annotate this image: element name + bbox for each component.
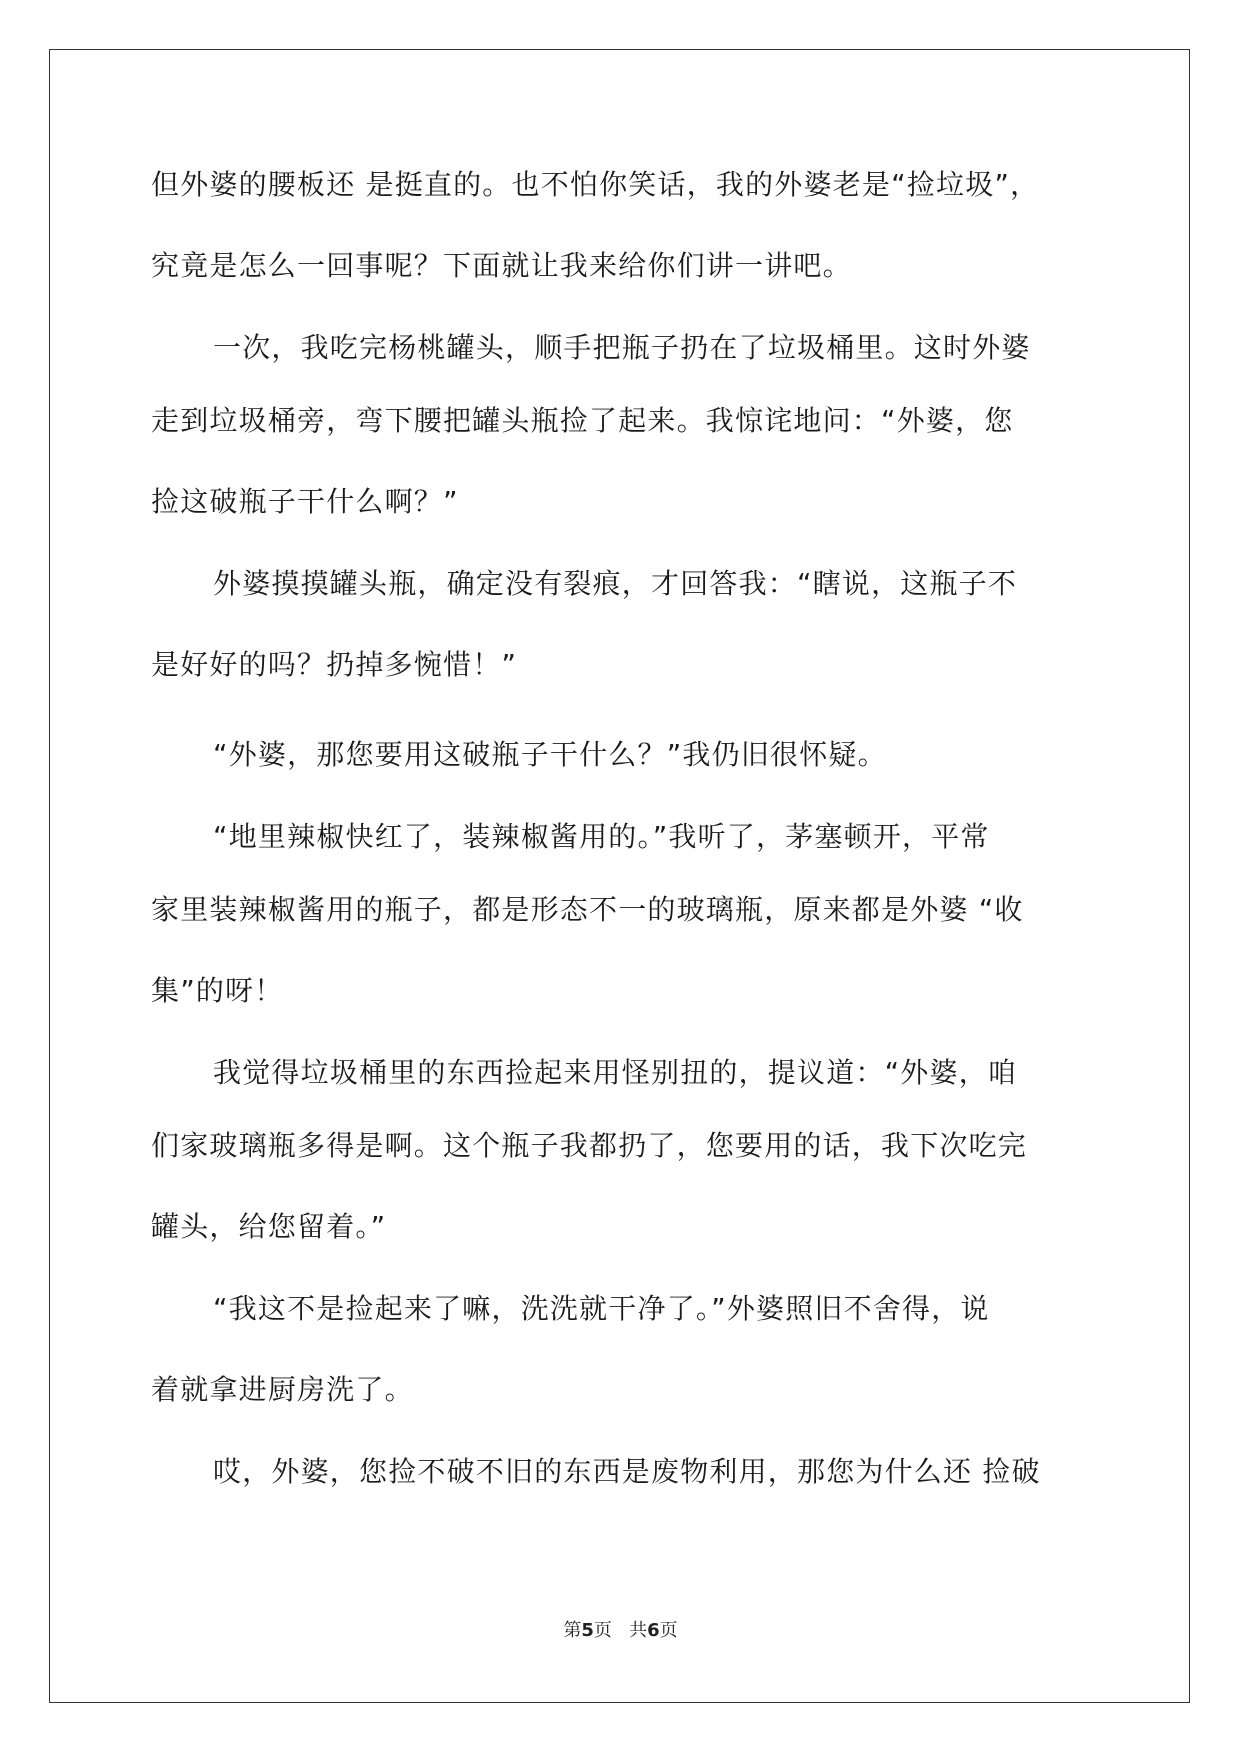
body-line: 罐头，给您留着。”	[151, 1210, 387, 1243]
current-page-number: 5	[581, 1620, 594, 1641]
body-line: 家里装辣椒酱用的瓶子，都是形态不一的玻璃瓶，原来都是外婆 “收	[151, 893, 1024, 926]
body-line: 一次，我吃完杨桃罐头，顺手把瓶子扔在了垃圾桶里。这时外婆	[213, 331, 1031, 364]
body-line: 走到垃圾桶旁，弯下腰把罐头瓶捡了起来。我惊诧地问：“外婆，您	[151, 404, 1014, 437]
body-line: 们家玻璃瓶多得是啊。这个瓶子我都扔了，您要用的话，我下次吃完	[151, 1129, 1028, 1162]
body-line: “我这不是捡起来了嘛，洗洗就干净了。”外婆照旧不舍得，说	[213, 1292, 990, 1325]
footer-total-suffix: 页	[659, 1620, 678, 1641]
body-line: 但外婆的腰板还 是挺直的。也不怕你笑话，我的外婆老是“捡垃圾”，	[151, 168, 1040, 201]
body-line: 外婆摸摸罐头瓶，确定没有裂痕，才回答我：“瞎说，这瓶子不	[213, 567, 1018, 600]
body-line: 捡这破瓶子干什么啊？”	[151, 485, 459, 518]
body-line: 我觉得垃圾桶里的东西捡起来用怪别扭的，提议道：“外婆，咱	[213, 1056, 1018, 1089]
body-line: 究竟是怎么一回事呢？下面就让我来给你们讲一讲吧。	[151, 249, 852, 282]
body-line: “外婆，那您要用这破瓶子干什么？”我仍旧很怀疑。	[213, 738, 887, 771]
footer-page-suffix: 页	[593, 1620, 612, 1641]
footer-prefix: 第	[563, 1620, 582, 1641]
body-line: “地里辣椒快红了，装辣椒酱用的。”我听了，茅塞顿开，平常	[213, 820, 990, 853]
body-line: 哎，外婆，您捡不破不旧的东西是废物利用，那您为什么还 捡破	[213, 1455, 1041, 1488]
document-body	[151, 148, 1091, 1508]
page-footer	[0, 1616, 1241, 1642]
footer-total-prefix: 共	[629, 1620, 648, 1641]
body-line: 集”的呀！	[151, 974, 284, 1007]
body-line: 着就拿进厨房洗了。	[151, 1373, 414, 1406]
body-line: 是好好的吗？扔掉多惋惜！”	[151, 648, 518, 681]
total-page-number: 6	[647, 1620, 660, 1641]
